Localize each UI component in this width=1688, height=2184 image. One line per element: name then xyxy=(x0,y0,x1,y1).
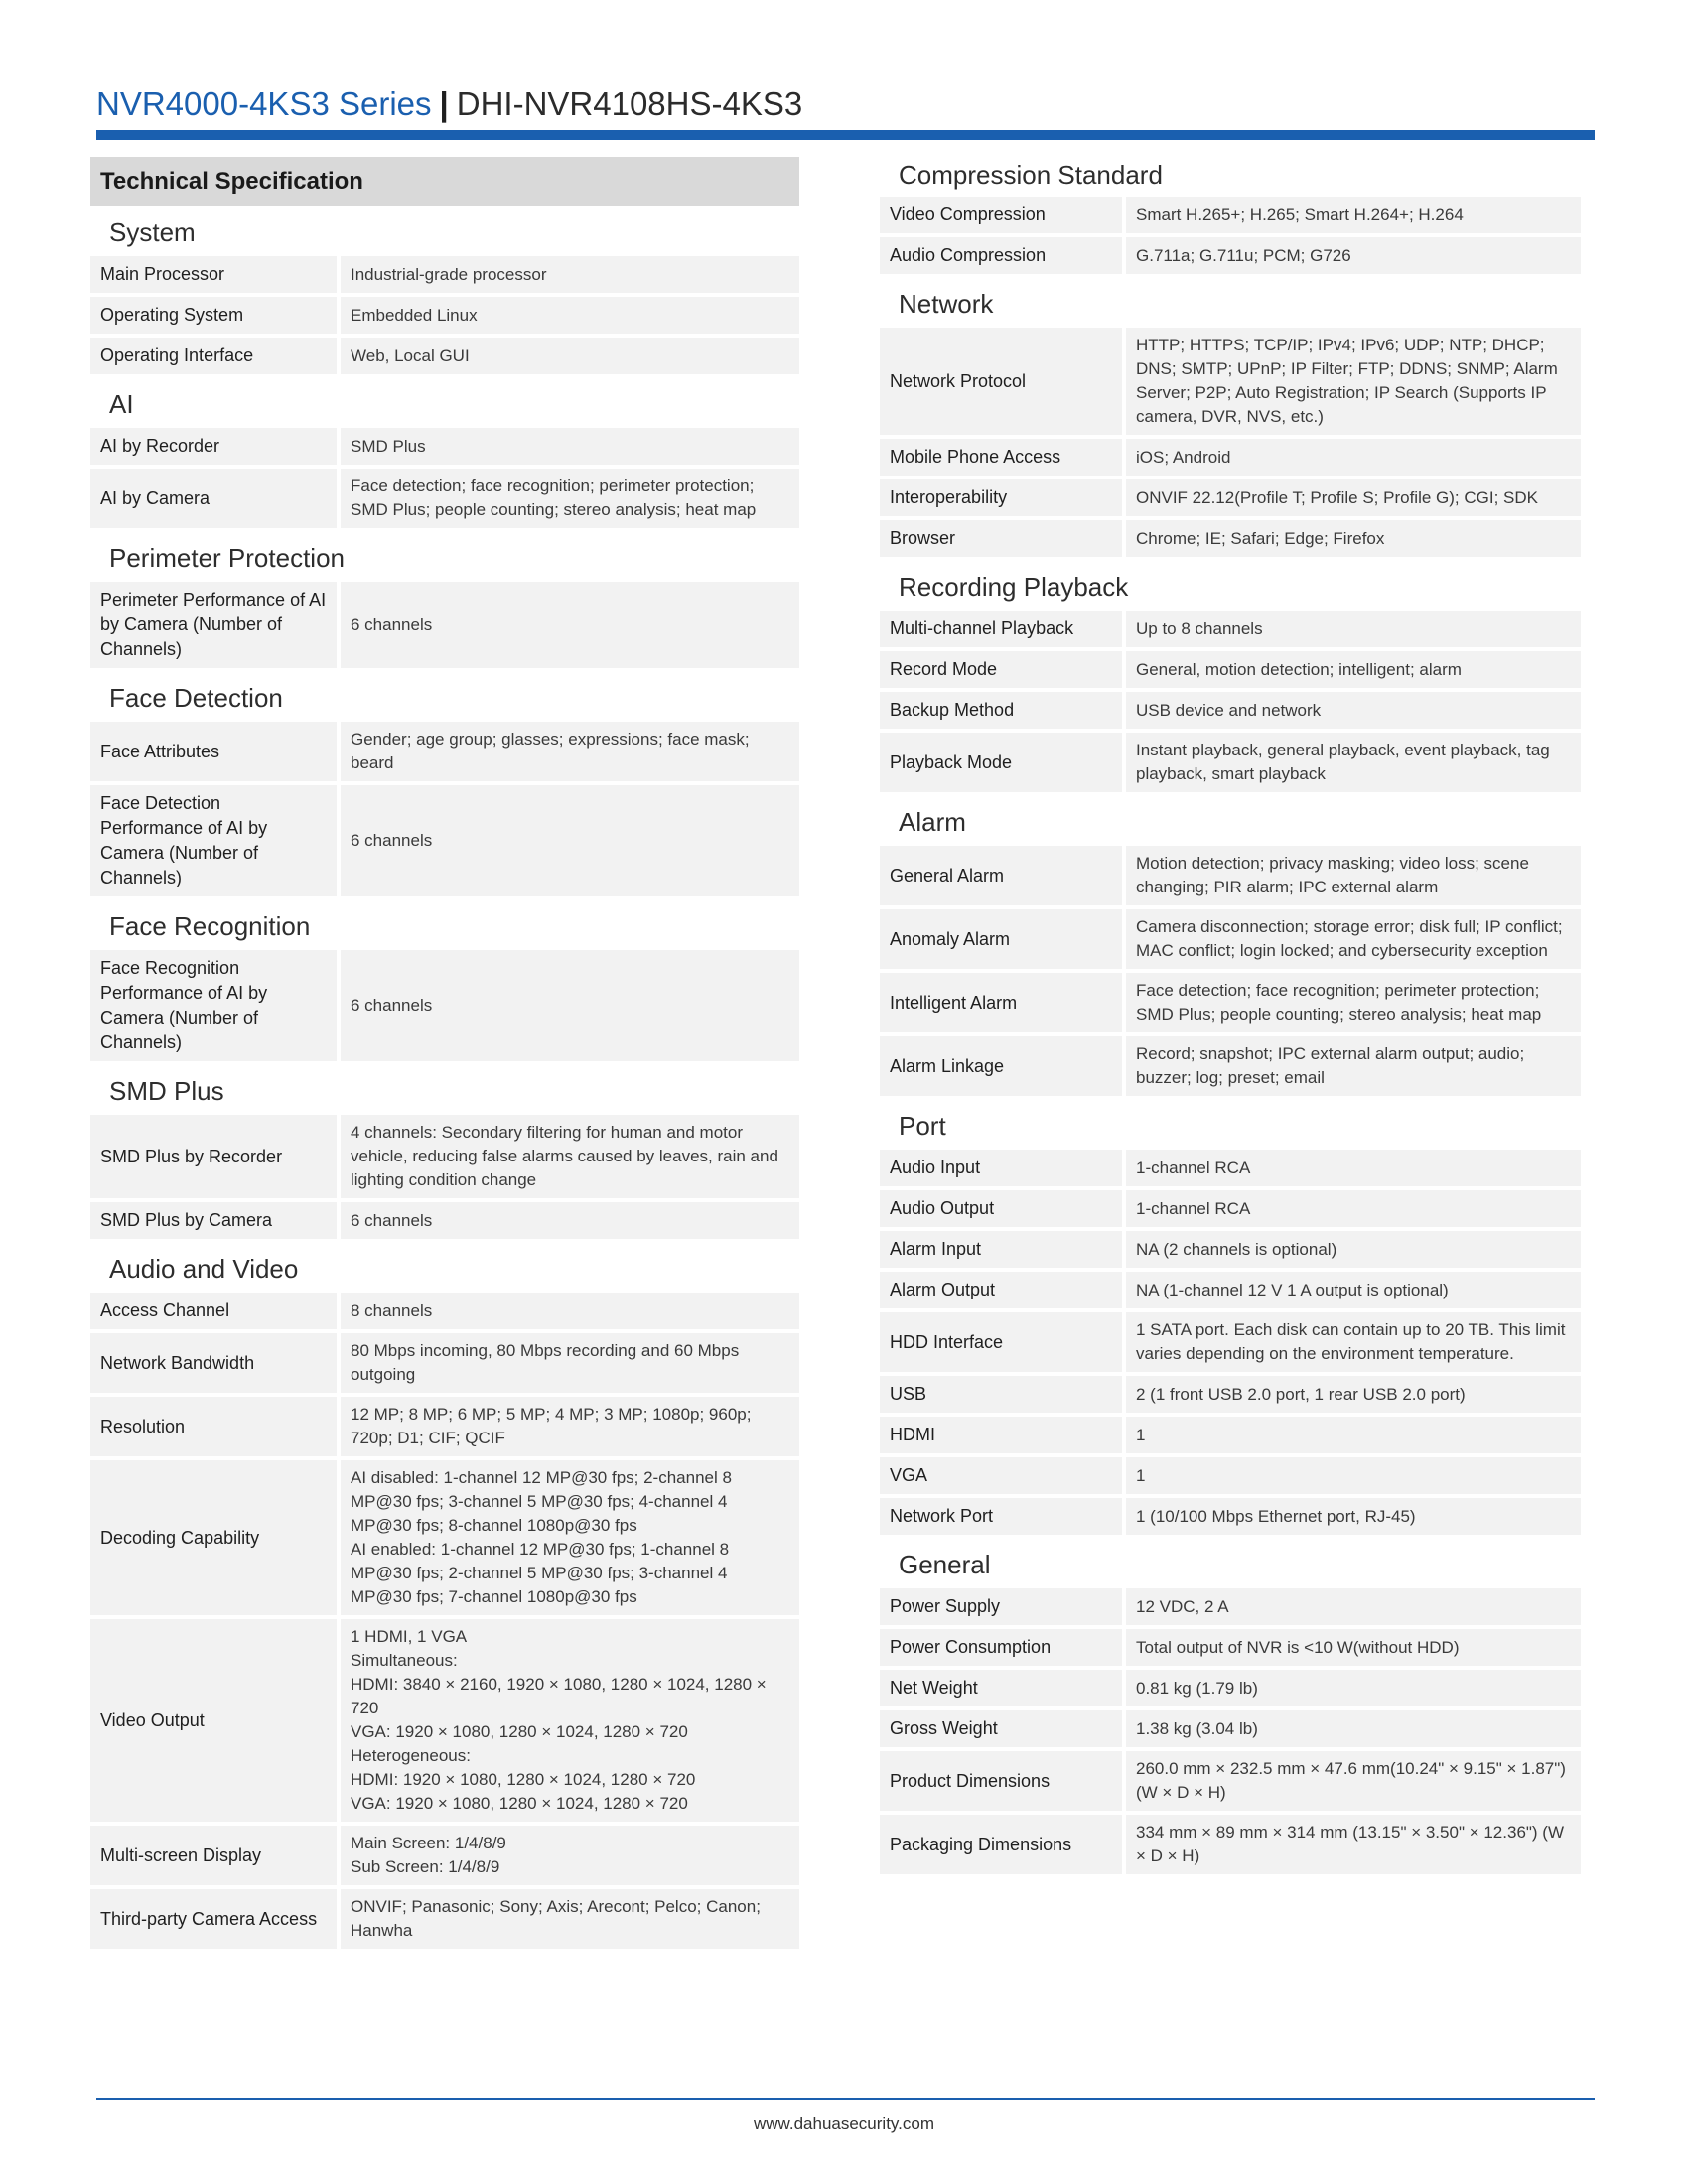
spec-value: HTTP; HTTPS; TCP/IP; IPv4; IPv6; UDP; NTP; DHCP; DNS; SMTP; UPnP; IP Filter; FTP; DDNS; SNMP; Alarm Server; P2P; Auto Registration; IP Search (Supports IP camera, DVR, NVS, etc.) xyxy=(1126,328,1581,435)
spec-row-resolution xyxy=(90,1397,799,1456)
spec-row-interoperability xyxy=(880,479,1589,516)
spec-value: 6 channels xyxy=(341,950,799,1061)
spec-value: Chrome; IE; Safari; Edge; Firefox xyxy=(1126,520,1581,557)
spec-value: Smart H.265+; H.265; Smart H.264+; H.264 xyxy=(1126,197,1581,233)
spec-label: Power Consumption xyxy=(880,1629,1122,1666)
section-heading-port: Port xyxy=(899,1111,946,1141)
spec-row-smd-plus-by-recorder xyxy=(90,1115,799,1198)
spec-value: G.711a; G.711u; PCM; G726 xyxy=(1126,237,1581,274)
spec-row-usb xyxy=(880,1376,1589,1413)
spec-value: Web, Local GUI xyxy=(341,338,799,374)
spec-value: Embedded Linux xyxy=(341,297,799,334)
spec-value: NA (1-channel 12 V 1 A output is optional) xyxy=(1126,1272,1581,1308)
spec-row-audio-output xyxy=(880,1190,1589,1227)
spec-row-power-consumption xyxy=(880,1629,1589,1666)
spec-row-audio-compression xyxy=(880,237,1589,274)
spec-row-third-party-camera-access xyxy=(90,1889,799,1949)
spec-value: 1 (10/100 Mbps Ethernet port, RJ-45) xyxy=(1126,1498,1581,1535)
spec-row-network-port xyxy=(880,1498,1589,1535)
spec-value: Total output of NVR is <10 W(without HDD) xyxy=(1126,1629,1581,1666)
title-separator: | xyxy=(439,85,449,122)
spec-row-face-detection-performance-of-ai-by-camera-number-of-channels xyxy=(90,785,799,896)
spec-label: SMD Plus by Recorder xyxy=(90,1115,337,1198)
spec-row-multi-channel-playback xyxy=(880,611,1589,647)
model-title: DHI-NVR4108HS-4KS3 xyxy=(456,85,803,122)
spec-value: Instant playback, general playback, event playback, tag playback, smart playback xyxy=(1126,733,1581,792)
spec-label: Network Port xyxy=(880,1498,1122,1535)
section-heading-general: General xyxy=(899,1550,991,1579)
spec-row-hdd-interface xyxy=(880,1312,1589,1372)
spec-row-intelligent-alarm xyxy=(880,973,1589,1032)
spec-label: Anomaly Alarm xyxy=(880,909,1122,969)
spec-value: 0.81 kg (1.79 lb) xyxy=(1126,1670,1581,1706)
spec-value: SMD Plus xyxy=(341,428,799,465)
spec-label: Perimeter Performance of AI by Camera (Number of Channels) xyxy=(90,582,337,668)
section-heading-ai: AI xyxy=(109,389,134,419)
spec-row-packaging-dimensions xyxy=(880,1815,1589,1874)
spec-row-product-dimensions xyxy=(880,1751,1589,1811)
spec-row-backup-method xyxy=(880,692,1589,729)
spec-value: 6 channels xyxy=(341,582,799,668)
spec-row-alarm-input xyxy=(880,1231,1589,1268)
spec-label: Interoperability xyxy=(880,479,1122,516)
spec-row-record-mode xyxy=(880,651,1589,688)
spec-row-video-compression xyxy=(880,197,1589,233)
spec-value: 1-channel RCA xyxy=(1126,1150,1581,1186)
spec-row-power-supply xyxy=(880,1588,1589,1625)
spec-value: 2 (1 front USB 2.0 port, 1 rear USB 2.0 port) xyxy=(1126,1376,1581,1413)
spec-label: Resolution xyxy=(90,1397,337,1456)
spec-value: 1 HDMI, 1 VGA Simultaneous: HDMI: 3840 × 2160, 1920 × 1080, 1280 × 1024, 1280 × 720 VGA: 1920 × 1080, 1280 × 1024, 1280 × 720 Heterogeneous: HDMI: 1920 × 1080, 1280 × 1024, 1280 × 720 VGA: 1920 × 1080, 1280 × 1024, 1280 × 720 xyxy=(341,1619,799,1822)
spec-label: Operating System xyxy=(90,297,337,334)
spec-label: Face Detection Performance of AI by Camera (Number of Channels) xyxy=(90,785,337,896)
spec-label: Face Attributes xyxy=(90,722,337,781)
spec-row-multi-screen-display xyxy=(90,1826,799,1885)
spec-value: General, motion detection; intelligent; alarm xyxy=(1126,651,1581,688)
spec-row-main-processor xyxy=(90,256,799,293)
spec-label: USB xyxy=(880,1376,1122,1413)
spec-row-alarm-linkage xyxy=(880,1036,1589,1096)
page-header xyxy=(96,85,1595,135)
spec-value: 1 SATA port. Each disk can contain up to 20 TB. This limit varies depending on the environment temperature. xyxy=(1126,1312,1581,1372)
spec-row-decoding-capability xyxy=(90,1460,799,1615)
spec-label: Backup Method xyxy=(880,692,1122,729)
spec-label: Packaging Dimensions xyxy=(880,1815,1122,1874)
spec-label: Video Compression xyxy=(880,197,1122,233)
spec-label: Mobile Phone Access xyxy=(880,439,1122,476)
spec-label: VGA xyxy=(880,1457,1122,1494)
spec-label: Audio Compression xyxy=(880,237,1122,274)
spec-value: 1 xyxy=(1126,1417,1581,1453)
section-heading-alarm: Alarm xyxy=(899,807,966,837)
spec-label: SMD Plus by Camera xyxy=(90,1202,337,1239)
spec-value: 80 Mbps incoming, 80 Mbps recording and 60 Mbps outgoing xyxy=(341,1333,799,1393)
footer-url[interactable]: www.dahuasecurity.com xyxy=(753,2115,935,2133)
section-heading-system: System xyxy=(109,217,196,247)
spec-label: Alarm Input xyxy=(880,1231,1122,1268)
spec-label: Access Channel xyxy=(90,1293,337,1329)
spec-label: Multi-screen Display xyxy=(90,1826,337,1885)
spec-label: Network Protocol xyxy=(880,328,1122,435)
spec-value: Up to 8 channels xyxy=(1126,611,1581,647)
spec-label: Alarm Linkage xyxy=(880,1036,1122,1096)
spec-label: Main Processor xyxy=(90,256,337,293)
section-heading-recording-playback: Recording Playback xyxy=(899,572,1129,602)
spec-row-hdmi xyxy=(880,1417,1589,1453)
header-rule xyxy=(96,130,1595,140)
spec-value: 6 channels xyxy=(341,1202,799,1239)
spec-label: Audio Input xyxy=(880,1150,1122,1186)
spec-label: Record Mode xyxy=(880,651,1122,688)
spec-value: Gender; age group; glasses; expressions; face mask; beard xyxy=(341,722,799,781)
spec-row-face-recognition-performance-of-ai-by-camera-number-of-channels xyxy=(90,950,799,1061)
spec-label: HDMI xyxy=(880,1417,1122,1453)
spec-label: Audio Output xyxy=(880,1190,1122,1227)
spec-row-gross-weight xyxy=(880,1710,1589,1747)
spec-value: 1 xyxy=(1126,1457,1581,1494)
spec-label: Operating Interface xyxy=(90,338,337,374)
spec-value: 6 channels xyxy=(341,785,799,896)
spec-value: AI disabled: 1-channel 12 MP@30 fps; 2-channel 8 MP@30 fps; 3-channel 5 MP@30 fps; 4-channel 4 MP@30 fps; 8-channel 1080p@30 fps AI enabled: 1-channel 12 MP@30 fps; 1-channel 8 MP@30 fps; 2-channel 5 MP@30 fps; 3-channel 4 MP@30 fps; 7-channel 1080p@30 fps xyxy=(341,1460,799,1615)
spec-label: Product Dimensions xyxy=(880,1751,1122,1811)
spec-label: AI by Camera xyxy=(90,469,337,528)
spec-row-operating-system xyxy=(90,297,799,334)
spec-label: Net Weight xyxy=(880,1670,1122,1706)
spec-row-general-alarm xyxy=(880,846,1589,905)
spec-row-alarm-output xyxy=(880,1272,1589,1308)
spec-value: Face detection; face recognition; perimeter protection; SMD Plus; people counting; stereo analysis; heat map xyxy=(341,469,799,528)
spec-row-mobile-phone-access xyxy=(880,439,1589,476)
spec-row-face-attributes xyxy=(90,722,799,781)
spec-row-browser xyxy=(880,520,1589,557)
spec-row-ai-by-camera xyxy=(90,469,799,528)
section-heading-face-recognition: Face Recognition xyxy=(109,911,311,941)
section-heading-compression-standard: Compression Standard xyxy=(899,160,1163,190)
spec-label: Third-party Camera Access xyxy=(90,1889,337,1949)
spec-value: Industrial-grade processor xyxy=(341,256,799,293)
spec-row-perimeter-performance-of-ai-by-camera-number-of-channels xyxy=(90,582,799,668)
spec-value: 12 MP; 8 MP; 6 MP; 5 MP; 4 MP; 3 MP; 1080p; 960p; 720p; D1; CIF; QCIF xyxy=(341,1397,799,1456)
spec-label: HDD Interface xyxy=(880,1312,1122,1372)
spec-value: Motion detection; privacy masking; video loss; scene changing; PIR alarm; IPC external alarm xyxy=(1126,846,1581,905)
right-column xyxy=(880,157,1589,1878)
spec-label: General Alarm xyxy=(880,846,1122,905)
spec-value: Record; snapshot; IPC external alarm output; audio; buzzer; log; preset; email xyxy=(1126,1036,1581,1096)
section-heading-face-detection: Face Detection xyxy=(109,683,283,713)
spec-value: 4 channels: Secondary filtering for human and motor vehicle, reducing false alarms caused by leaves, rain and lighting condition change xyxy=(341,1115,799,1198)
spec-label: Browser xyxy=(880,520,1122,557)
spec-value: NA (2 channels is optional) xyxy=(1126,1231,1581,1268)
spec-label: Face Recognition Performance of AI by Camera (Number of Channels) xyxy=(90,950,337,1061)
spec-row-smd-plus-by-camera xyxy=(90,1202,799,1239)
spec-row-net-weight xyxy=(880,1670,1589,1706)
spec-label: Video Output xyxy=(90,1619,337,1822)
spec-label: Intelligent Alarm xyxy=(880,973,1122,1032)
spec-value: ONVIF; Panasonic; Sony; Axis; Arecont; Pelco; Canon; Hanwha xyxy=(341,1889,799,1949)
spec-row-video-output xyxy=(90,1619,799,1822)
spec-value: Camera disconnection; storage error; disk full; IP conflict; MAC conflict; login locked; and cybersecurity exception xyxy=(1126,909,1581,969)
spec-value: Face detection; face recognition; perimeter protection; SMD Plus; people counting; stereo analysis; heat map xyxy=(1126,973,1581,1032)
section-heading-perimeter-protection: Perimeter Protection xyxy=(109,543,345,573)
section-heading-network: Network xyxy=(899,289,994,319)
series-title: NVR4000-4KS3 Series xyxy=(96,85,432,122)
spec-value: Main Screen: 1/4/8/9 Sub Screen: 1/4/8/9 xyxy=(341,1826,799,1885)
spec-value: USB device and network xyxy=(1126,692,1581,729)
spec-value: ONVIF 22.12(Profile T; Profile S; Profile G); CGI; SDK xyxy=(1126,479,1581,516)
spec-row-anomaly-alarm xyxy=(880,909,1589,969)
spec-label: Gross Weight xyxy=(880,1710,1122,1747)
spec-row-vga xyxy=(880,1457,1589,1494)
spec-row-audio-input xyxy=(880,1150,1589,1186)
spec-row-access-channel xyxy=(90,1293,799,1329)
spec-title: Technical Specification xyxy=(90,157,799,206)
spec-row-network-protocol xyxy=(880,328,1589,435)
spec-value: 1.38 kg (3.04 lb) xyxy=(1126,1710,1581,1747)
spec-value: iOS; Android xyxy=(1126,439,1581,476)
spec-value: 1-channel RCA xyxy=(1126,1190,1581,1227)
spec-value: 8 channels xyxy=(341,1293,799,1329)
spec-row-ai-by-recorder xyxy=(90,428,799,465)
spec-value: 334 mm × 89 mm × 314 mm (13.15" × 3.50" × 12.36") (W × D × H) xyxy=(1126,1815,1581,1874)
footer-rule xyxy=(96,2098,1595,2100)
spec-label: Alarm Output xyxy=(880,1272,1122,1308)
left-column xyxy=(90,157,799,1953)
spec-row-playback-mode xyxy=(880,733,1589,792)
spec-label: AI by Recorder xyxy=(90,428,337,465)
spec-row-operating-interface xyxy=(90,338,799,374)
spec-label: Power Supply xyxy=(880,1588,1122,1625)
spec-label: Multi-channel Playback xyxy=(880,611,1122,647)
spec-value: 260.0 mm × 232.5 mm × 47.6 mm(10.24" × 9.15" × 1.87") (W × D × H) xyxy=(1126,1751,1581,1811)
spec-row-network-bandwidth xyxy=(90,1333,799,1393)
spec-label: Playback Mode xyxy=(880,733,1122,792)
spec-value: 12 VDC, 2 A xyxy=(1126,1588,1581,1625)
section-heading-smd-plus: SMD Plus xyxy=(109,1076,224,1106)
spec-label: Decoding Capability xyxy=(90,1460,337,1615)
section-heading-audio-and-video: Audio and Video xyxy=(109,1254,299,1284)
spec-label: Network Bandwidth xyxy=(90,1333,337,1393)
